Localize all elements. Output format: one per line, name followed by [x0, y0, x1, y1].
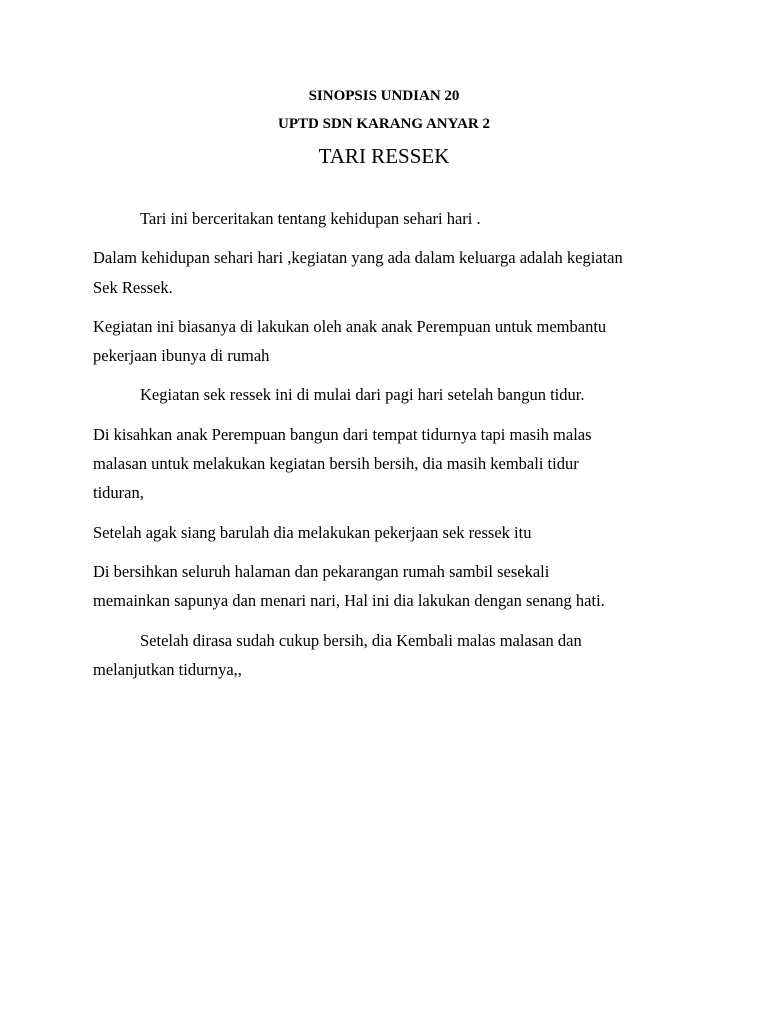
paragraph-line: tiduran,	[93, 483, 144, 503]
paragraph-line: Di bersihkan seluruh halaman dan pekarangan rumah sambil sesekali	[93, 561, 550, 581]
paragraph-line: melanjutkan tidurnya,,	[93, 659, 242, 679]
paragraph-line: Sek Ressek.	[93, 277, 173, 297]
paragraph-5	[93, 420, 693, 508]
paragraph-line: Setelah agak siang barulah dia melakukan pekerjaan sek ressek itu	[93, 522, 532, 542]
paragraph-3	[93, 312, 693, 371]
document-title: TARI RESSEK	[318, 144, 450, 168]
paragraph-1	[93, 204, 693, 233]
paragraph-8	[93, 626, 693, 685]
paragraph-line: Kegiatan ini biasanya di lakukan oleh anak anak Perempuan untuk membantu	[93, 316, 607, 336]
paragraph-line: malasan untuk melakukan kegiatan bersih bersih, dia masih kembali tidur	[93, 454, 579, 474]
paragraph-line: Dalam kehidupan sehari hari ,kegiatan yang ada dalam keluarga adalah kegiatan	[93, 248, 623, 268]
paragraph-line: Setelah dirasa sudah cukup bersih, dia Kembali malas malasan dan	[140, 630, 582, 650]
document-body	[93, 204, 693, 694]
heading-line-2: UPTD SDN KARANG ANYAR 2	[278, 116, 490, 132]
paragraph-line: Di kisahkan anak Perempuan bangun dari tempat tidurnya tapi masih malas	[93, 424, 592, 444]
paragraph-7	[93, 557, 693, 616]
heading-line-1: SINOPSIS UNDIAN 20	[308, 88, 460, 104]
paragraph-line: memainkan sapunya dan menari nari, Hal ini dia lakukan dengan senang hati.	[93, 591, 605, 611]
paragraph-2	[93, 243, 693, 302]
paragraph-4	[93, 380, 693, 409]
paragraph-line: Kegiatan sek ressek ini di mulai dari pagi hari setelah bangun tidur.	[140, 385, 585, 405]
paragraph-line: pekerjaan ibunya di rumah	[93, 346, 270, 366]
paragraph-line: Tari ini berceritakan tentang kehidupan sehari hari .	[140, 209, 481, 228]
paragraph-6	[93, 518, 693, 547]
